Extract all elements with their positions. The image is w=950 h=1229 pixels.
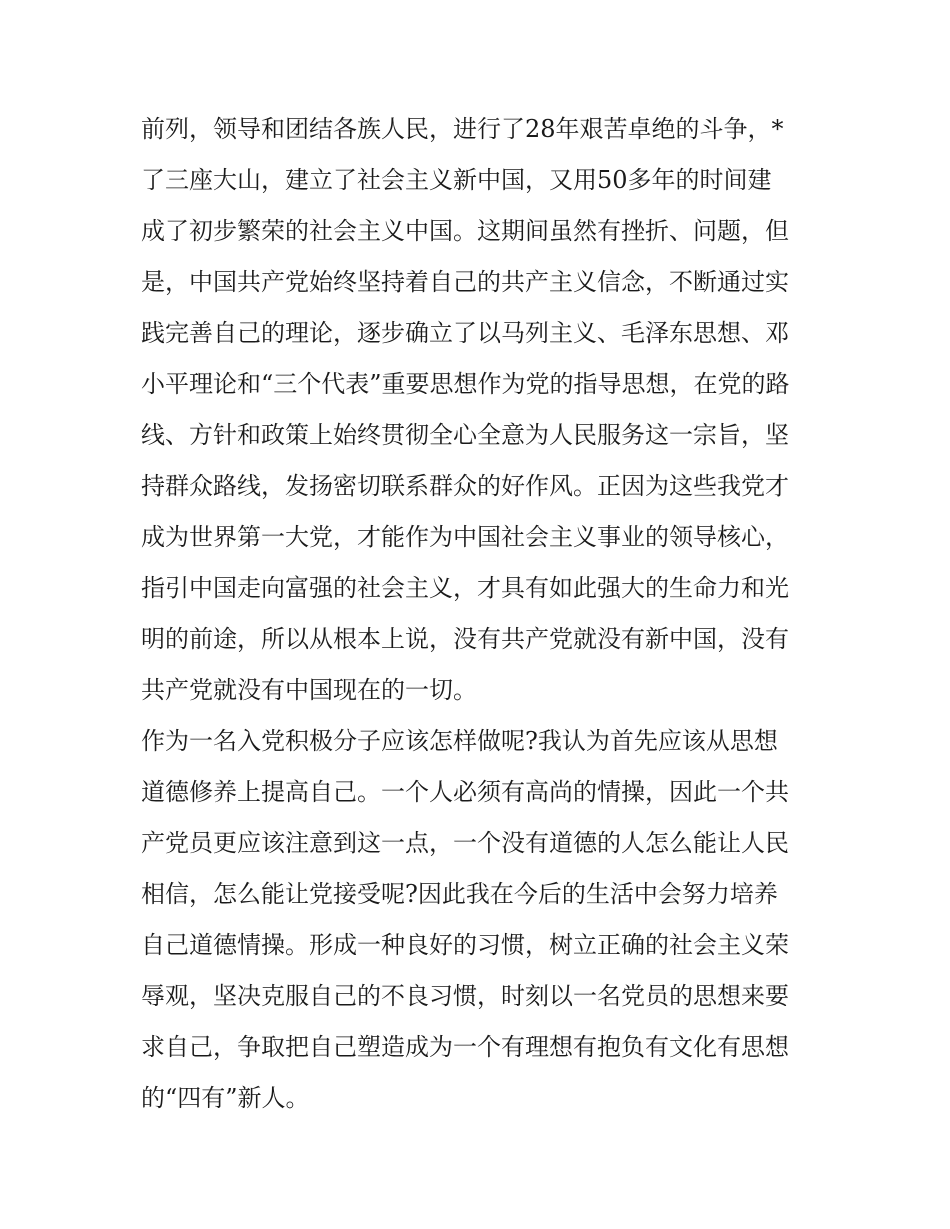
paragraph-1	[141, 104, 813, 716]
paragraph-line: 明的前途，所以从根本上说，没有共产党就没有新中国，没有	[141, 625, 789, 653]
paragraph-line: 践完善自己的理论，逐步确立了以马列主义、毛泽东思想、邓	[141, 319, 789, 347]
paragraph-line: 成了初步繁荣的社会主义中国。这期间虽然有挫折、问题，但	[141, 217, 789, 245]
paragraph-line: 持群众路线，发扬密切联系群众的好作风。正因为这些我党才	[141, 472, 789, 500]
paragraph-line: 道德修养上提高自己。一个人必须有高尚的情操，因此一个共	[141, 778, 789, 806]
paragraph-line: 前列，领导和团结各族人民，进行了28年艰苦卓绝的斗争，*	[141, 115, 784, 143]
paragraph-line: 共产党就没有中国现在的一切。	[141, 676, 477, 704]
paragraph-line: 产党员更应该注意到这一点，一个没有道德的人怎么能让人民	[141, 829, 789, 857]
paragraph-2	[141, 716, 813, 1124]
paragraph-line: 相信，怎么能让党接受呢?因此我在今后的生活中会努力培养	[141, 880, 778, 908]
paragraph-line: 了三座大山，建立了社会主义新中国，又用50多年的时间建	[141, 166, 772, 194]
paragraph-line: 指引中国走向富强的社会主义，才具有如此强大的生命力和光	[141, 574, 789, 602]
paragraph-line: 辱观，坚决克服自己的不良习惯，时刻以一名党员的思想来要	[141, 982, 789, 1010]
paragraph-line: 作为一名入党积极分子应该怎样做呢?我认为首先应该从思想	[141, 727, 778, 755]
paragraph-line: 求自己，争取把自己塑造成为一个有理想有抱负有文化有思想	[141, 1033, 789, 1061]
paragraph-line: 线、方针和政策上始终贯彻全心全意为人民服务这一宗旨，坚	[141, 421, 789, 449]
paragraph-line: 的“四有”新人。	[141, 1084, 310, 1112]
paragraph-line: 成为世界第一大党，才能作为中国社会主义事业的领导核心，	[141, 523, 789, 551]
paragraph-line: 是，中国共产党始终坚持着自己的共产主义信念，不断通过实	[141, 268, 789, 296]
paragraph-line: 自己道德情操。形成一种良好的习惯，树立正确的社会主义荣	[141, 931, 789, 959]
paragraph-line: 小平理论和“三个代表”重要思想作为党的指导思想，在党的路	[141, 370, 790, 398]
